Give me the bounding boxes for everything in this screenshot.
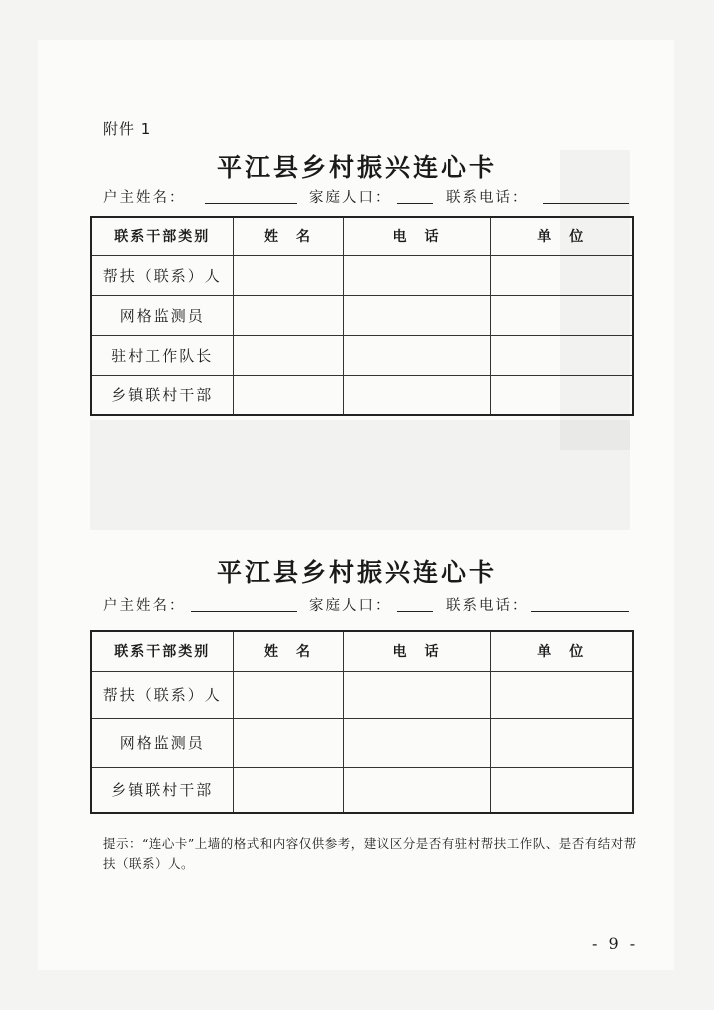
phone-cell[interactable]: [343, 375, 490, 415]
header-category: 联系干部类别: [91, 631, 233, 671]
show-through-shadow: [90, 420, 630, 530]
contact-table: [90, 216, 634, 416]
row-category: 乡镇联村干部: [91, 375, 233, 415]
row-category: 乡镇联村干部: [91, 767, 233, 813]
phone-cell[interactable]: [343, 295, 490, 335]
population-label: 家庭人口：: [309, 598, 392, 614]
unit-cell[interactable]: [490, 295, 633, 335]
unit-cell[interactable]: [490, 767, 633, 813]
table-header-row: [91, 631, 633, 671]
table-row: [91, 767, 633, 813]
row-category: 帮扶（联系）人: [91, 671, 233, 718]
householder-label: 户主姓名：: [103, 598, 186, 614]
table-row: [91, 335, 633, 375]
row-category: 网格监测员: [91, 295, 233, 335]
attachment-label: 附件 1: [103, 120, 152, 138]
table-header-row: [91, 217, 633, 255]
name-cell[interactable]: [233, 375, 343, 415]
row-category: 帮扶（联系）人: [91, 255, 233, 295]
card-title: 平江县乡村振兴连心卡: [216, 558, 497, 587]
householder-label: 户主姓名：: [103, 190, 186, 206]
header-unit: 单 位: [490, 217, 633, 255]
card-info-row: [103, 186, 633, 206]
name-cell[interactable]: [233, 718, 343, 767]
unit-cell[interactable]: [490, 375, 633, 415]
header-name: 姓 名: [233, 631, 343, 671]
population-field[interactable]: [397, 611, 433, 612]
phone-cell[interactable]: [343, 255, 490, 295]
card-info-row: [103, 594, 633, 614]
name-cell[interactable]: [233, 255, 343, 295]
row-category: 驻村工作队长: [91, 335, 233, 375]
table-row: [91, 255, 633, 295]
population-field[interactable]: [397, 203, 433, 204]
table-row: [91, 718, 633, 767]
unit-cell[interactable]: [490, 335, 633, 375]
phone-field[interactable]: [543, 203, 629, 204]
contact-table: [90, 630, 634, 814]
phone-cell[interactable]: [343, 718, 490, 767]
header-phone: 电 话: [343, 631, 490, 671]
card-title: 平江县乡村振兴连心卡: [216, 153, 497, 182]
name-cell[interactable]: [233, 295, 343, 335]
phone-field[interactable]: [531, 611, 629, 612]
name-cell[interactable]: [233, 671, 343, 718]
phone-cell[interactable]: [343, 767, 490, 813]
population-label: 家庭人口：: [309, 190, 392, 206]
table-row: [91, 671, 633, 718]
phone-label: 联系电话：: [446, 190, 529, 206]
header-phone: 电 话: [343, 217, 490, 255]
unit-cell[interactable]: [490, 255, 633, 295]
unit-cell[interactable]: [490, 718, 633, 767]
footnote-tip: 提示：“连心卡”上墙的格式和内容仅供参考，建议区分是否有驻村帮扶工作队、是否有结对帮扶（联系）人。: [103, 836, 637, 871]
phone-label: 联系电话：: [446, 598, 529, 614]
name-cell[interactable]: [233, 767, 343, 813]
householder-field[interactable]: [205, 203, 297, 204]
table-row: [91, 375, 633, 415]
unit-cell[interactable]: [490, 671, 633, 718]
header-unit: 单 位: [490, 631, 633, 671]
phone-cell[interactable]: [343, 671, 490, 718]
page-number: - 9 -: [592, 934, 639, 953]
row-category: 网格监测员: [91, 718, 233, 767]
table-row: [91, 295, 633, 335]
name-cell[interactable]: [233, 335, 343, 375]
header-name: 姓 名: [233, 217, 343, 255]
phone-cell[interactable]: [343, 335, 490, 375]
householder-field[interactable]: [191, 611, 297, 612]
header-category: 联系干部类别: [91, 217, 233, 255]
